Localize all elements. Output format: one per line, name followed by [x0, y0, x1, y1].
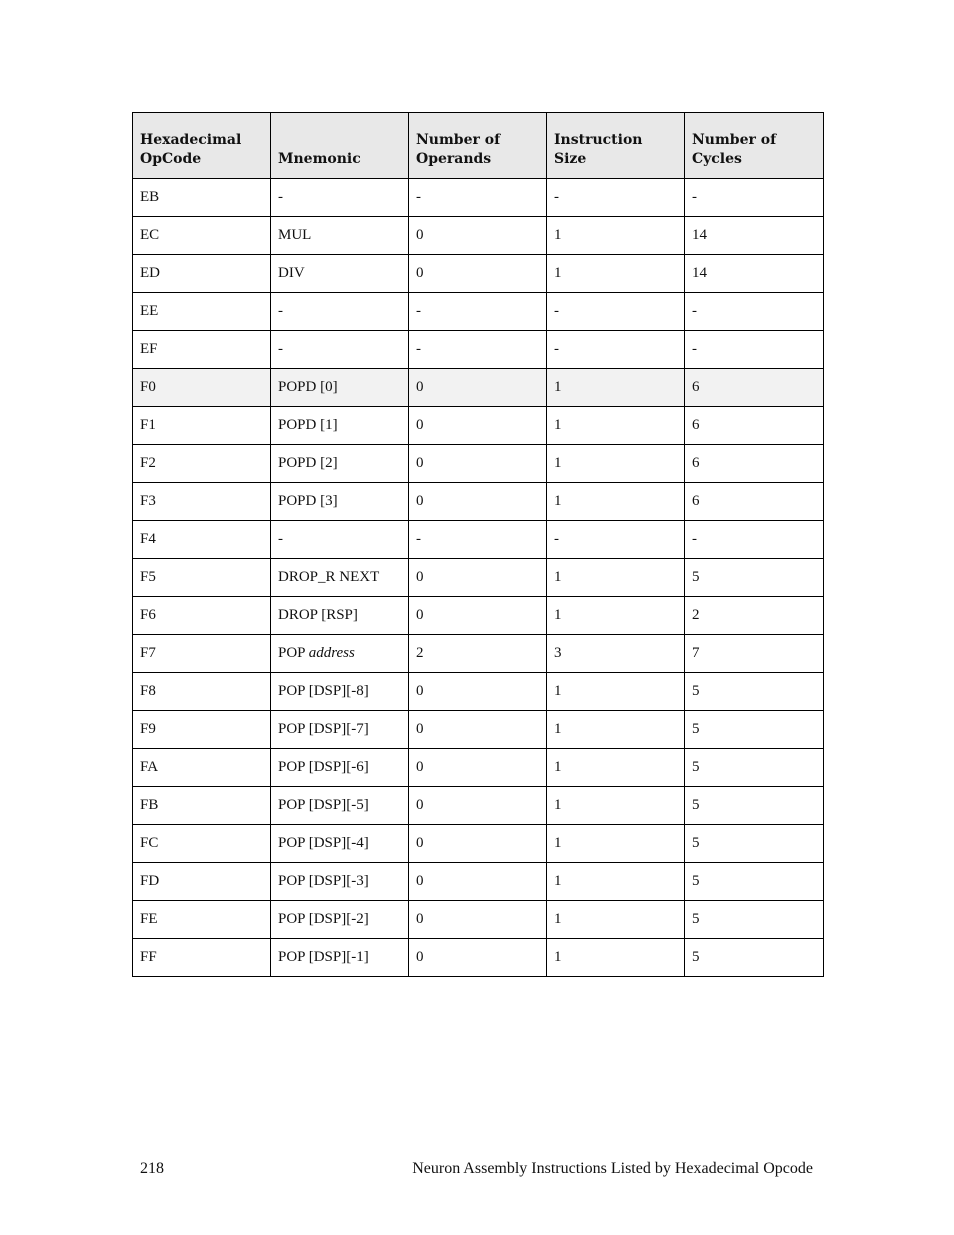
cell-instruction-size: 1 — [547, 825, 685, 863]
cell-instruction-size: 1 — [547, 711, 685, 749]
cell-mnemonic — [271, 217, 409, 255]
cell-cycles: 7 — [685, 635, 824, 673]
table-row — [133, 293, 824, 331]
cell-mnemonic — [271, 369, 409, 407]
cell-instruction-size: 3 — [547, 635, 685, 673]
table-row — [133, 331, 824, 369]
opcode-table — [132, 112, 824, 977]
cell-opcode: FB — [133, 787, 271, 825]
cell-mnemonic — [271, 483, 409, 521]
cell-cycles: 6 — [685, 407, 824, 445]
cell-operands: 0 — [409, 255, 547, 293]
cell-mnemonic — [271, 787, 409, 825]
table-row — [133, 559, 824, 597]
cell-operands: 0 — [409, 711, 547, 749]
cell-mnemonic — [271, 179, 409, 217]
mnemonic-text: POP [DSP][-4] — [278, 835, 369, 851]
cell-opcode: FA — [133, 749, 271, 787]
cell-cycles: 5 — [685, 559, 824, 597]
cell-instruction-size: - — [547, 521, 685, 559]
cell-opcode: FC — [133, 825, 271, 863]
header-mnemonic: Mnemonic — [271, 113, 409, 179]
mnemonic-text: POP [DSP][-8] — [278, 683, 369, 699]
cell-opcode: EF — [133, 331, 271, 369]
cell-instruction-size: 1 — [547, 863, 685, 901]
cell-cycles: - — [685, 331, 824, 369]
cell-mnemonic — [271, 331, 409, 369]
cell-opcode: F7 — [133, 635, 271, 673]
page-number: 218 — [140, 1160, 164, 1177]
cell-mnemonic — [271, 559, 409, 597]
cell-opcode: F9 — [133, 711, 271, 749]
mnemonic-text: DROP [RSP] — [278, 607, 358, 623]
mnemonic-text: POP [DSP][-3] — [278, 873, 369, 889]
cell-cycles: 5 — [685, 673, 824, 711]
cell-operands: 0 — [409, 939, 547, 977]
header-operands: Number of Operands — [409, 113, 547, 179]
cell-opcode: F4 — [133, 521, 271, 559]
cell-cycles: 6 — [685, 445, 824, 483]
header-instruction-size: Instruction Size — [547, 113, 685, 179]
mnemonic-text: - — [278, 189, 283, 205]
table-row — [133, 711, 824, 749]
table-row — [133, 369, 824, 407]
cell-cycles: 14 — [685, 255, 824, 293]
table-row — [133, 901, 824, 939]
cell-instruction-size: 1 — [547, 255, 685, 293]
table-row — [133, 445, 824, 483]
table-row — [133, 863, 824, 901]
table-row — [133, 521, 824, 559]
cell-instruction-size: 1 — [547, 787, 685, 825]
cell-cycles: - — [685, 521, 824, 559]
cell-mnemonic — [271, 939, 409, 977]
mnemonic-text: POP [DSP][-5] — [278, 797, 369, 813]
cell-operands: - — [409, 521, 547, 559]
cell-mnemonic — [271, 407, 409, 445]
cell-mnemonic — [271, 635, 409, 673]
cell-opcode: FD — [133, 863, 271, 901]
cell-cycles: 5 — [685, 939, 824, 977]
cell-cycles: 5 — [685, 825, 824, 863]
mnemonic-text: POPD [2] — [278, 455, 338, 471]
cell-mnemonic — [271, 749, 409, 787]
cell-opcode: EC — [133, 217, 271, 255]
cell-instruction-size: 1 — [547, 483, 685, 521]
cell-mnemonic — [271, 673, 409, 711]
cell-opcode: F0 — [133, 369, 271, 407]
header-opcode: Hexadecimal OpCode — [133, 113, 271, 179]
cell-opcode: EB — [133, 179, 271, 217]
cell-mnemonic — [271, 901, 409, 939]
table-header — [133, 113, 824, 179]
mnemonic-text: DIV — [278, 265, 305, 281]
cell-operands: 0 — [409, 901, 547, 939]
cell-instruction-size: 1 — [547, 673, 685, 711]
cell-opcode: F1 — [133, 407, 271, 445]
table-row — [133, 749, 824, 787]
cell-operands: - — [409, 293, 547, 331]
cell-opcode: FF — [133, 939, 271, 977]
cell-cycles: 5 — [685, 863, 824, 901]
mnemonic-text: - — [278, 303, 283, 319]
cell-cycles: 6 — [685, 483, 824, 521]
cell-operands: 0 — [409, 863, 547, 901]
table-body — [133, 179, 824, 977]
cell-instruction-size: - — [547, 293, 685, 331]
cell-cycles: - — [685, 293, 824, 331]
cell-operands: 0 — [409, 445, 547, 483]
cell-instruction-size: 1 — [547, 749, 685, 787]
cell-operands: 0 — [409, 369, 547, 407]
cell-mnemonic — [271, 445, 409, 483]
footer-section-title: Neuron Assembly Instructions Listed by Hexadecimal Opcode — [412, 1160, 813, 1177]
table-row — [133, 825, 824, 863]
cell-opcode: F8 — [133, 673, 271, 711]
cell-instruction-size: 1 — [547, 597, 685, 635]
cell-cycles: 6 — [685, 369, 824, 407]
cell-operands: - — [409, 331, 547, 369]
mnemonic-text: POPD [0] — [278, 379, 338, 395]
cell-instruction-size: 1 — [547, 407, 685, 445]
cell-instruction-size: 1 — [547, 445, 685, 483]
cell-opcode: F6 — [133, 597, 271, 635]
mnemonic-text: DROP_R NEXT — [278, 569, 380, 585]
mnemonic-text: POPD [3] — [278, 493, 338, 509]
cell-cycles: 5 — [685, 787, 824, 825]
cell-opcode: F2 — [133, 445, 271, 483]
cell-mnemonic — [271, 711, 409, 749]
cell-instruction-size: 1 — [547, 369, 685, 407]
cell-mnemonic — [271, 293, 409, 331]
mnemonic-text: POP [DSP][-1] — [278, 949, 369, 965]
cell-opcode: F5 — [133, 559, 271, 597]
cell-opcode: EE — [133, 293, 271, 331]
table-row — [133, 787, 824, 825]
cell-operands: 0 — [409, 407, 547, 445]
cell-cycles: 2 — [685, 597, 824, 635]
mnemonic-text: - — [278, 531, 283, 547]
table-row — [133, 939, 824, 977]
cell-operands: 0 — [409, 483, 547, 521]
cell-operands: 0 — [409, 597, 547, 635]
cell-cycles: 5 — [685, 901, 824, 939]
cell-instruction-size: 1 — [547, 939, 685, 977]
cell-mnemonic — [271, 825, 409, 863]
cell-mnemonic — [271, 255, 409, 293]
mnemonic-text: POP [DSP][-2] — [278, 911, 369, 927]
cell-opcode: F3 — [133, 483, 271, 521]
mnemonic-operand: address — [308, 645, 355, 661]
header-row — [133, 113, 824, 179]
table-row — [133, 597, 824, 635]
table-row — [133, 179, 824, 217]
mnemonic-text: MUL — [278, 227, 312, 243]
mnemonic-text: POPD [1] — [278, 417, 338, 433]
cell-opcode: FE — [133, 901, 271, 939]
cell-instruction-size: 1 — [547, 901, 685, 939]
cell-operands: 0 — [409, 673, 547, 711]
cell-cycles: 5 — [685, 749, 824, 787]
table-row — [133, 635, 824, 673]
cell-operands: 0 — [409, 825, 547, 863]
table-row — [133, 483, 824, 521]
cell-operands: 0 — [409, 787, 547, 825]
mnemonic-text: - — [278, 341, 283, 357]
cell-cycles: 14 — [685, 217, 824, 255]
table-row — [133, 673, 824, 711]
cell-mnemonic — [271, 521, 409, 559]
cell-instruction-size: 1 — [547, 559, 685, 597]
table-row — [133, 217, 824, 255]
cell-operands: 2 — [409, 635, 547, 673]
cell-instruction-size: - — [547, 179, 685, 217]
table-row — [133, 255, 824, 293]
cell-operands: 0 — [409, 749, 547, 787]
cell-instruction-size: - — [547, 331, 685, 369]
cell-opcode: ED — [133, 255, 271, 293]
mnemonic-text: POP — [278, 645, 305, 661]
mnemonic-text: POP [DSP][-7] — [278, 721, 369, 737]
header-cycles: Number of Cycles — [685, 113, 824, 179]
cell-instruction-size: 1 — [547, 217, 685, 255]
cell-mnemonic — [271, 863, 409, 901]
table-row — [133, 407, 824, 445]
mnemonic-text: POP [DSP][-6] — [278, 759, 369, 775]
cell-operands: - — [409, 179, 547, 217]
cell-cycles: - — [685, 179, 824, 217]
cell-cycles: 5 — [685, 711, 824, 749]
cell-operands: 0 — [409, 217, 547, 255]
cell-mnemonic — [271, 597, 409, 635]
cell-operands: 0 — [409, 559, 547, 597]
